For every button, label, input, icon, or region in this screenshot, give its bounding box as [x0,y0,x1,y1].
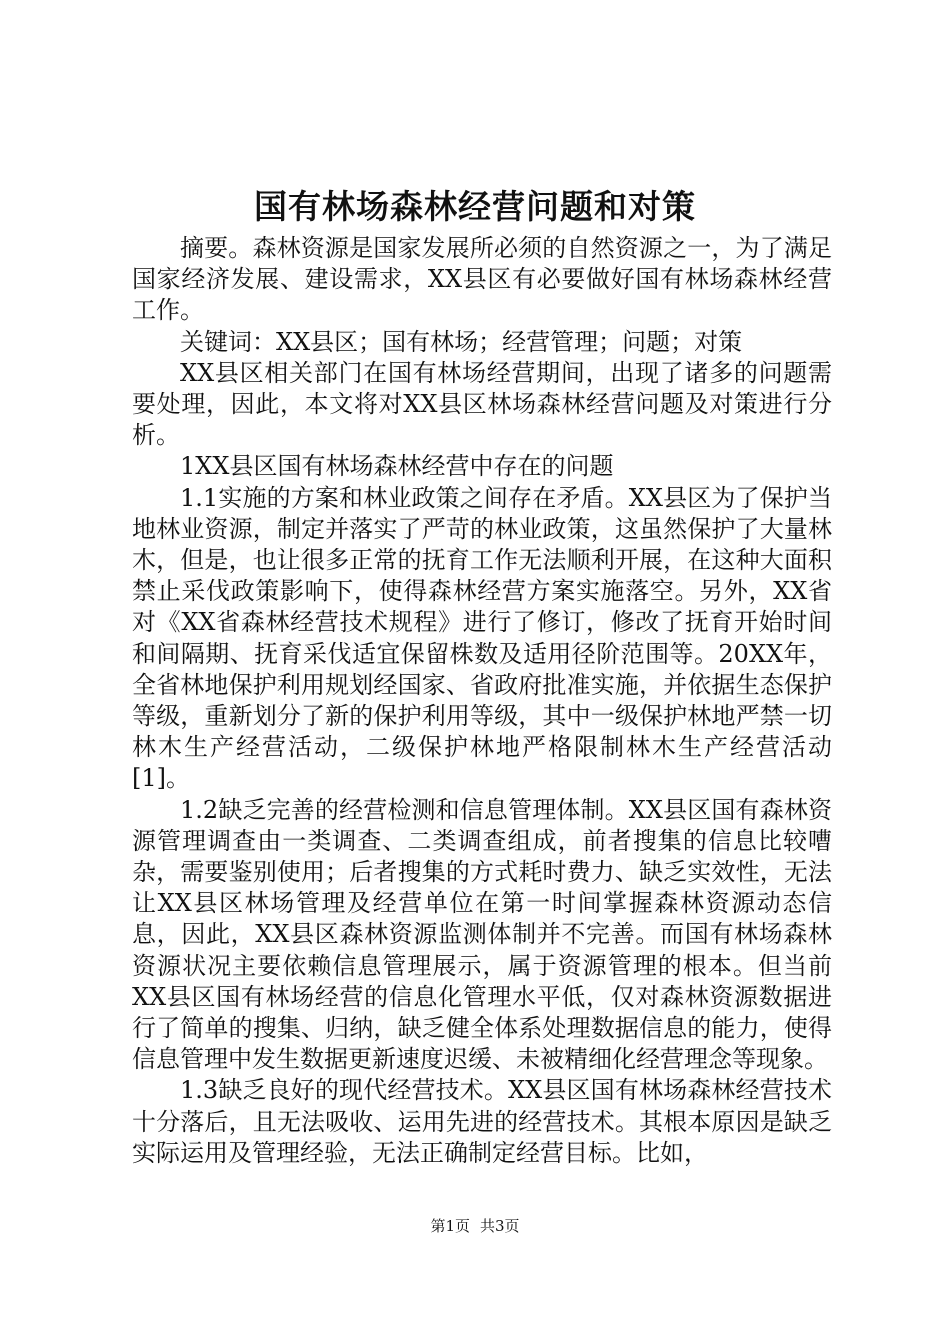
page-total: 共3页 [480,1217,520,1235]
intro-paragraph: XX县区相关部门在国有林场经营期间，出现了诸多的问题需要处理，因此，本文将对XX县区林场森林经营问题及对策进行分析。 [132,358,832,450]
page-footer [0,1214,950,1238]
body-paragraph: 1.2缺乏完善的经营检测和信息管理体制。XX县区国有森林资源管理调查由一类调查、二类调查组成，前者搜集的信息比较嘈杂，需要鉴别使用；后者搜集的方式耗时费力、缺乏实效性，无法让XX县区林场管理及经营单位在第一时间掌握森林资源动态信息，因此，XX县区森林资源监测体制并不完善。而国有林场森林资源状况主要依赖信息管理展示，属于资源管理的根本。但当前XX县区国有林场经营的信息化管理水平低，仅对森林资源数据进行了简单的搜集、归纳，缺乏健全体系处理数据信息的能力，使得信息管理中发生数据更新速度迟缓、未被精细化经营理念等现象。 [132,795,832,1074]
document-title: 国有林场森林经营问题和对策 [254,187,696,226]
abstract-paragraph: 摘要。森林资源是国家发展所必须的自然资源之一，为了满足国家经济发展、建设需求，XX县区有必要做好国有林场森林经营工作。 [132,234,832,325]
body-paragraph: 1.3缺乏良好的现代经营技术。XX县区国有林场森林经营技术十分落后，且无法吸收、运用先进的经营技术。其根本原因是缺乏实际运用及管理经验，无法正确制定经营目标。比如， [132,1076,832,1167]
body-paragraph: 1.1实施的方案和林业政策之间存在矛盾。XX县区为了保护当地林业资源，制定并落实了严苛的林业政策，这虽然保护了大量林木，但是，也让很多正常的抚育工作无法顺利开展，在这种大面积禁止采伐政策影响下，使得森林经营方案实施落空。另外，XX省对《XX省森林经营技术规程》进行了修订，修改了抚育开始时间和间隔期、抚育采伐适宜保留株数及适用径阶范围等。20XX年，全省林地保护利用规划经国家、省政府批准实施，并依据生态保护等级，重新划分了新的保护利用等级，其中一级保护林地严禁一切林木生产经营活动，二级保护林地严格限制林木生产经营活动[1]。 [132,483,832,793]
document-body [132,233,832,1169]
keywords-paragraph: 关键词：XX县区；国有林场；经营管理；问题；对策 [180,327,743,356]
page-number: 第1页 [430,1217,470,1235]
section-heading: 1XX县区国有林场森林经营中存在的问题 [180,452,614,481]
